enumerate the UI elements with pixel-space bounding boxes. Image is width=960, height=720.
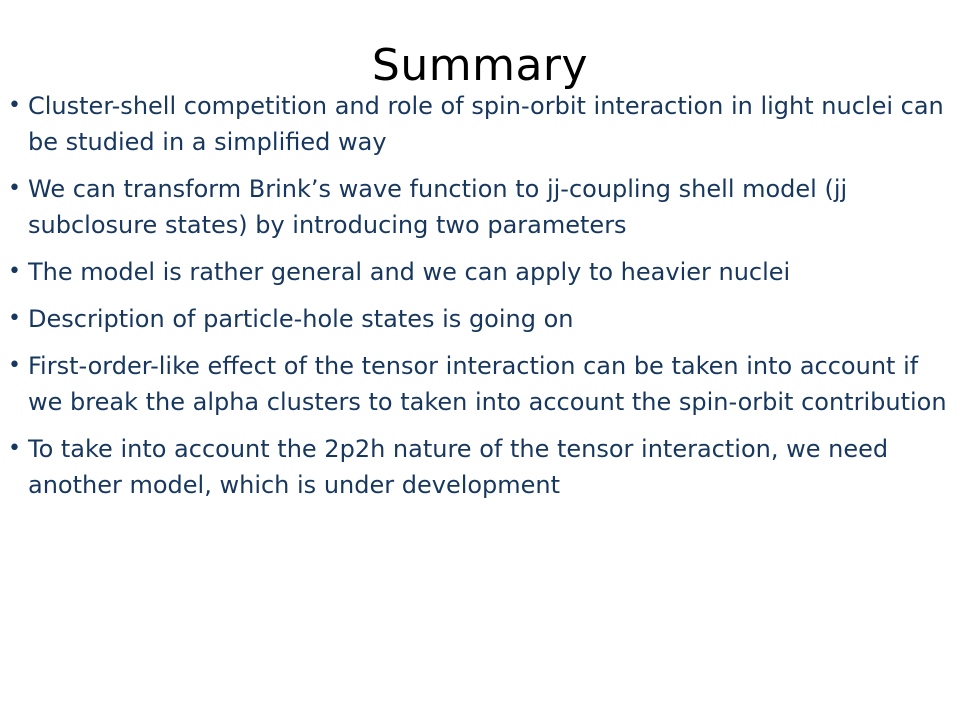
bullet-item: [12, 171, 948, 243]
slide-title: Summary: [371, 40, 589, 92]
bullet-text: To take into account the 2p2h nature of the tensor interaction, we need another model, which is under development: [28, 435, 889, 499]
bullet-text: Cluster-shell competition and role of spin-orbit interaction in light nuclei can be studied in a simplified way: [28, 92, 944, 156]
bullet-item: [12, 301, 948, 337]
bullet-item: [12, 431, 948, 503]
bullet-list: [12, 88, 948, 514]
bullet-item: [12, 88, 948, 160]
bullet-text: Description of particle-hole states is going on: [28, 305, 574, 333]
bullet-text: We can transform Brink’s wave function to jj-coupling shell model (jj subclosure states) by introducing two parameters: [28, 175, 848, 239]
bullet-text: The model is rather general and we can apply to heavier nuclei: [28, 258, 791, 286]
bullet-item: [12, 254, 948, 290]
bullet-item: [12, 348, 948, 420]
bullet-text: First-order-like effect of the tensor interaction can be taken into account if we break the alpha clusters to taken into account the spin-orbit contribution: [28, 352, 947, 416]
